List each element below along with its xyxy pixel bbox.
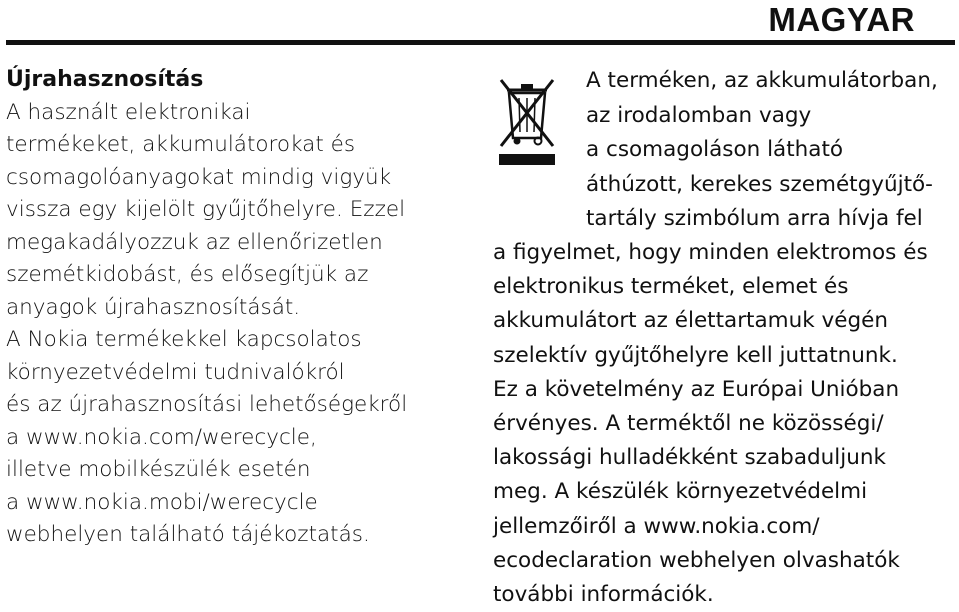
- body-line: az irodalomban vagy: [586, 102, 812, 128]
- crossed-out-wheelie-bin-icon: [491, 68, 563, 168]
- body-line: A Nokia termékekkel kapcsolatos: [6, 327, 362, 352]
- body-line: megakadályozzuk az ellenőrizetlen: [6, 229, 383, 255]
- body-line: a figyelmet, hogy minden elektromos és: [493, 240, 928, 265]
- body-line: lakossági hulladékként szabaduljunk: [493, 445, 886, 471]
- body-line: akkumulátort az élettartamuk végén: [493, 308, 888, 334]
- body-line: jellemzőiről a www.nokia.com/: [493, 513, 820, 539]
- body-line: vissza egy kijelölt gyűjtőhelyre. Ezzel: [6, 197, 406, 222]
- body-line: meg. A készülék környezetvédelmi: [493, 479, 868, 505]
- recycling-section: [6, 64, 466, 552]
- body-line: a www.nokia.com/werecycle,: [6, 424, 317, 450]
- eu-requirement-text: [493, 236, 955, 612]
- body-line: ecodeclaration webhelyen olvashatók: [493, 547, 900, 573]
- body-line: szelektív gyűjtőhelyre kell juttatnunk.: [493, 342, 898, 368]
- page-language-title: MAGYAR: [768, 1, 915, 38]
- body-line: további információk.: [493, 582, 714, 608]
- body-line: anyagok újrahasznosítását.: [6, 294, 301, 320]
- body-line: A terméken, az akkumulátorban,: [586, 68, 938, 93]
- body-line: Ez a követelmény az Európai Unióban: [493, 376, 900, 402]
- body-line: csomagolóanyagokat mindig vigyük: [6, 164, 392, 190]
- body-line: a csomagoláson látható: [586, 137, 844, 162]
- body-line: a www.nokia.mobi/werecycle: [6, 489, 318, 515]
- body-line: elektronikus terméket, elemet és: [493, 274, 849, 300]
- body-line: környezetvédelmi tudnivalókról: [6, 359, 345, 385]
- body-line: tartály szimbólum arra hívja fel: [586, 206, 923, 231]
- body-line: illetve mobilkészülék esetén: [6, 457, 311, 482]
- body-line: webhelyen található tájékoztatás.: [6, 522, 370, 547]
- body-line: érvényes. A terméktől ne közösségi/: [493, 411, 884, 437]
- body-line: és az újrahasznosítási lehetőségekről: [6, 392, 408, 417]
- section-heading: Újrahasznosítás: [6, 67, 204, 92]
- body-line: szemétkidobást, és elősegítjük az: [6, 262, 369, 287]
- body-line: termékeket, akkumulátorokat és: [6, 132, 356, 157]
- header-rule: [6, 40, 955, 45]
- body-line: áthúzott, kerekes szemétgyűjtő-: [586, 171, 933, 197]
- body-line: A használt elektronikai: [6, 99, 251, 125]
- bin-symbol-explanation: [586, 64, 956, 237]
